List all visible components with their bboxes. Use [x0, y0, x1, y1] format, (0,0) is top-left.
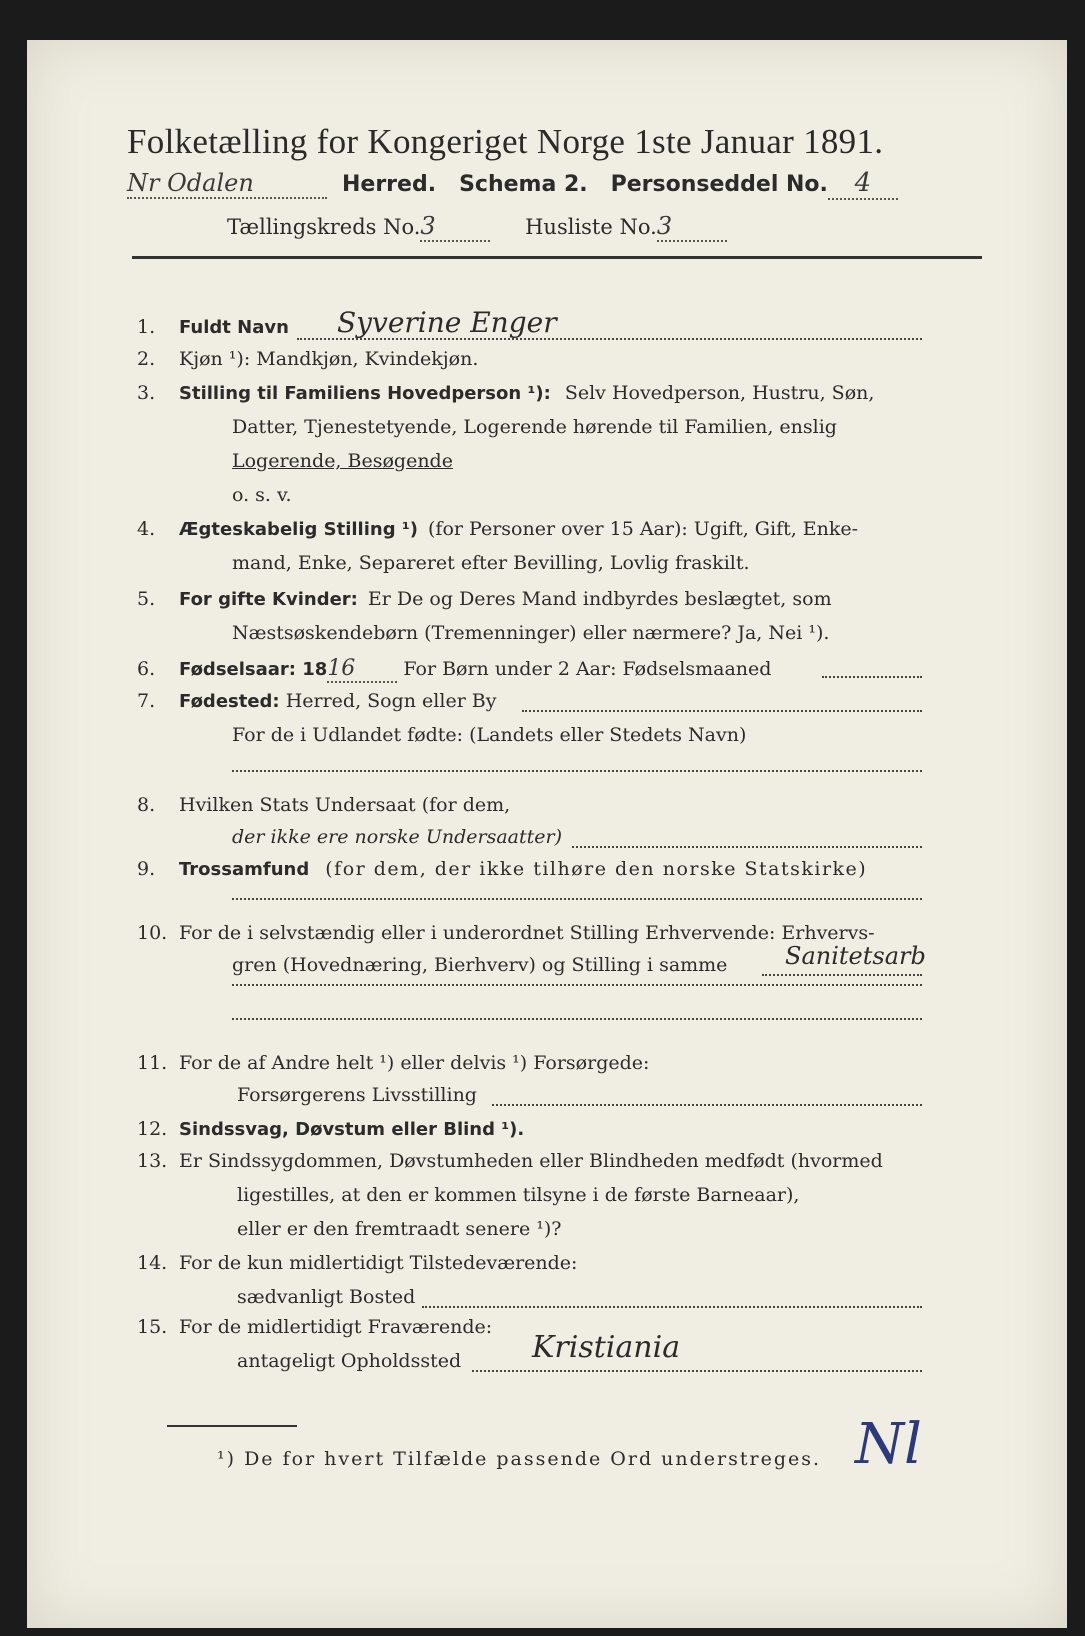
question-number: 5. [137, 588, 156, 610]
question-text: Er De og Deres Mand indbyrdes beslægtet, som [367, 588, 832, 610]
question-6 [137, 656, 771, 683]
schema-label: Schema 2. [459, 172, 588, 197]
question-label: Sindssvag, Døvstum eller Blind ¹). [179, 1119, 525, 1140]
question-text: For de i Udlandet fødte: (Landets eller Stedets Navn) [232, 724, 747, 746]
question-number: 3. [137, 382, 156, 404]
question-text: sædvanligt Bosted [237, 1286, 416, 1308]
question-number: 4. [137, 518, 156, 540]
question-text: (for Personer over 15 Aar): Ugift, Gift, Enke- [428, 518, 859, 540]
question-number: 8. [137, 794, 156, 816]
question-number: 6. [137, 658, 156, 680]
form-title: Folketælling for Kongeriget Norge 1ste Januar 1891. [127, 122, 884, 161]
question-number: 11. [137, 1052, 168, 1074]
question-label: Fødested: [179, 691, 280, 712]
question-text: gren (Hovednæring, Bierhverv) og Stilling i samme [232, 954, 728, 976]
question-number: 10. [137, 922, 168, 944]
census-form-page [27, 40, 1067, 1628]
question-text: mand, Enke, Separeret efter Bevilling, Lovlig fraskilt. [232, 552, 750, 574]
question-text: For Børn under 2 Aar: Fødselsmaaned [403, 658, 772, 680]
question-12 [137, 1118, 524, 1140]
question-14 [137, 1252, 577, 1274]
question-number: 12. [137, 1118, 168, 1140]
question-text: Herred, Sogn eller By [285, 690, 497, 712]
location-answer: Kristiania [532, 1330, 681, 1365]
question-15 [137, 1316, 492, 1338]
question-label: For de i selvstændig eller i underordnet Stilling Erhvervende: Erhvervs- [179, 922, 875, 944]
kreds-value: 3 [420, 212, 490, 242]
question-text: Logerende, Besøgende [232, 450, 453, 472]
husliste-label: Husliste No. [525, 215, 657, 239]
question-9 [137, 858, 867, 880]
question-text: Datter, Tjenestetyende, Logerende hørende til Familien, enslig [232, 416, 837, 438]
answer-line [232, 770, 922, 772]
question-text: o. s. v. [232, 484, 292, 506]
question-text: Selv Hovedperson, Hustru, Søn, [564, 382, 875, 404]
personseddel-label: Personseddel No. [610, 172, 828, 197]
question-text: Næstsøskendebørn (Tremenninger) eller nærmere? Ja, Nei ¹). [232, 622, 830, 644]
question-text: (for dem, der ikke tilhøre den norske Statskirke) [325, 858, 868, 880]
question-label: Stilling til Familiens Hovedperson ¹): [179, 383, 551, 404]
archive-mark: Nl [855, 1412, 922, 1477]
question-label: Trossamfund [179, 859, 310, 880]
footnote-rule [167, 1425, 297, 1427]
answer-line [232, 1018, 922, 1020]
birth-year-answer: 16 [327, 656, 397, 683]
footnote: ¹) De for hvert Tilfælde passende Ord understreges. [217, 1448, 822, 1470]
question-label: Ægteskabelig Stilling ¹) [179, 519, 418, 540]
answer-line [472, 1370, 922, 1372]
personseddel-value: 4 [828, 168, 898, 200]
herred-label: Herred. [342, 172, 437, 197]
question-label: Fødselsaar: 18 [179, 659, 328, 680]
question-number: 9. [137, 858, 156, 880]
question-number: 7. [137, 690, 156, 712]
question-1 [137, 316, 289, 338]
answer-line [522, 710, 922, 712]
husliste-value: 3 [657, 212, 727, 242]
question-4 [137, 518, 858, 540]
herred-value: Nr Odalen [127, 169, 327, 199]
question-label: Fuldt Navn [179, 317, 289, 338]
question-text: Forsørgerens Livsstilling [237, 1084, 477, 1106]
answer-line [822, 676, 922, 678]
herred-line [127, 168, 898, 200]
question-label: For de af Andre helt ¹) eller delvis ¹) Forsørgede: [179, 1052, 650, 1074]
question-number: 13. [137, 1150, 168, 1172]
question-text: antageligt Opholdssted [237, 1350, 462, 1372]
question-number: 15. [137, 1316, 168, 1338]
question-2 [137, 348, 478, 370]
question-7 [137, 690, 497, 712]
question-label: For de kun midlertidigt Tilstedeværende: [179, 1252, 578, 1274]
question-label: Er Sindssygdommen, Døvstumheden eller Blindheden medfødt (hvormed [179, 1150, 883, 1172]
answer-line [572, 846, 922, 848]
question-3 [137, 382, 874, 404]
answer-line [232, 898, 922, 900]
question-text: eller er den fremtraadt senere ¹)? [237, 1218, 562, 1240]
answer-line [492, 1104, 922, 1106]
kreds-line [227, 212, 727, 242]
question-number: 1. [137, 316, 156, 338]
answer-line [232, 984, 922, 986]
question-5 [137, 588, 832, 610]
question-13 [137, 1150, 883, 1172]
answer-line [422, 1306, 922, 1308]
question-label: For gifte Kvinder: [179, 589, 358, 610]
question-number: 14. [137, 1252, 168, 1274]
question-label: Hvilken Stats Undersaat (for dem, [179, 794, 511, 816]
header-rule [132, 256, 982, 259]
kreds-label: Tællingskreds No. [227, 215, 421, 239]
question-text: ligestilles, at den er kommen tilsyne i de første Barneaar), [237, 1184, 800, 1206]
question-label: Kjøn ¹): Mandkjøn, Kvindekjøn. [179, 348, 479, 370]
occupation-answer: Sanitetsarb [785, 942, 926, 970]
name-answer: Syverine Enger [337, 306, 557, 339]
question-11 [137, 1052, 649, 1074]
question-label: For de midlertidigt Fraværende: [179, 1316, 493, 1338]
question-10 [137, 922, 875, 944]
question-8 [137, 794, 510, 816]
question-number: 2. [137, 348, 156, 370]
question-text: der ikke ere norske Undersaatter) [232, 826, 562, 848]
answer-line [762, 974, 922, 976]
